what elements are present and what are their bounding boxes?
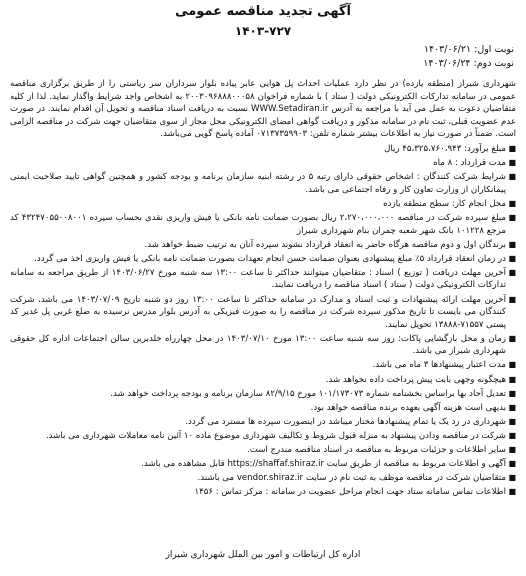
bullet-icon: ■ bbox=[508, 360, 516, 370]
bullet-icon: ■ bbox=[508, 294, 516, 304]
list-item: ■ زمان و محل بازگشایی پاکات: روز سه شنبه ساعت ۱۳:۰۰ مورخ ۱۴۰۳/۰۷/۱۰ در محل چهارراه خلدبرین سالن اجتماعات اداره کل حقوقی شهرداری شیراز می باشد. bbox=[10, 333, 516, 357]
list-item: ■ برندگان اول و دوم مناقصه هرگاه حاضر به انعقاد قرارداد نشوند سپرده آنان به ترتیب ضبط خواهد شد. bbox=[144, 239, 516, 250]
list-item: ■ سایر اطلاعات و جزئیات مربوط به مناقصه در اسناد مناقصه مندرج است. bbox=[247, 445, 516, 456]
list-item: ■ اطلاعات تماس سامانه ستاد جهت انجام مراحل عضویت در سامانه : مرکز تماس : ۱۴۵۶ bbox=[194, 487, 516, 498]
list-item: ■ آخرین مهلت ارائه پیشنهادات و ثبت اسناد و مدارک در سامانه حداکثر تا ساعت ۱۳:۰۰ روز دو شنبه تاریخ ۱۴۰۳/۰۷/۰۹ می باشد، شرکت کنندگان می بایست تا تاریخ مذکور سپرده شرکت در مناقصه را به صورت فیزیکی به آدرس بلوار مدرس نرسیده به ضلع غربی پل غدیر کد پستی ۷۱۵۵۷-۱۳۸۸۸ تحویل نمایند. bbox=[10, 294, 516, 330]
bullet-icon: ■ bbox=[508, 445, 516, 455]
list-item: ■ مدت اعتبار پیشنهادها ۳ ماه می باشد. bbox=[372, 360, 516, 371]
list-item: ■ مدت قرارداد : ۸ ماه bbox=[433, 158, 516, 169]
list-item: ■ متقاضیان شرکت در مناقصه موظف به ثبت نام در سایت vendor.shiraz.ir می باشند. bbox=[197, 473, 516, 484]
notice-body bbox=[10, 78, 516, 500]
list-item: ■ مبلغ برآورد: ۴۵،۳۲۵،۷۶۰،۹۴۳ ریال bbox=[384, 143, 516, 154]
bullet-icon: ■ bbox=[508, 267, 516, 277]
bullet-icon: ■ bbox=[508, 143, 516, 153]
list-item: ■ شرکت در مناقصه ودادن پیشنهاد به منزله قبول شروط و تکالیف شهرداری موضوع ماده ۱۰ آئین نامه معاملات شهرداری می باشد. bbox=[45, 430, 516, 441]
bullet-icon: ■ bbox=[508, 239, 516, 249]
list-item: ■ شرایط شرکت کنندگان : اشخاص حقوقی دارای رتبه ۵ در رشته ابنیه سازمان برنامه و بودجه کشور و همچنین گواهی تایید صلاحیت ایمنی پیمانکاران از وزارت تعاون کار و رفاه اجتماعی می باشد. bbox=[10, 172, 516, 195]
bullet-icon: ■ bbox=[508, 459, 516, 469]
first-notice-date: نوبت اول: ۱۴۰۳/۰۶/۲۱ bbox=[423, 44, 514, 55]
list-item: ■ تعدیل آحاد بها براساس بخشنامه شماره ۱۰۱/۱۷۳۰۷۳ مورخ ۸۲/۹/۱۵ سازمان برنامه و بودجه پرداخت خواهد شد. bbox=[110, 388, 516, 399]
bullet-icon: ■ bbox=[508, 158, 516, 168]
list-item: ■ محل انجام کار: سطح منطقه یازده bbox=[383, 198, 516, 209]
list-item: ■ آگهی و اطلاعات مربوط به مناقصه از طریق سایت https://shaffaf.shiraz.ir قابل مشاهده می باشد. bbox=[141, 459, 516, 470]
footer-signature bbox=[0, 549, 526, 561]
bullet-icon: ■ bbox=[508, 253, 516, 263]
list-item: ■ مبلغ سپرده شرکت در مناقصه ۲،۲۷۰،۰۰۰،۰۰۰ ریال بصورت ضمانت نامه بانکی یا فیش واریزی نقدی بحساب سپرده ۴۳۲۴۷۰۵۵۰۰۸۰۰۱ کد مرجع ۱۰۱۲۲۸ بانک شهر شعبه چمران بنام شهرداری شیراز bbox=[10, 212, 516, 236]
bullet-icon: ■ bbox=[508, 402, 516, 412]
bullet-icon: ■ bbox=[508, 198, 516, 208]
bullet-icon: ■ bbox=[508, 473, 516, 483]
notice-number: ۱۴۰۳-۷۲۷ bbox=[234, 24, 292, 38]
second-notice-date: نوبت دوم: ۱۴۰۳/۰۶/۲۴ bbox=[423, 58, 514, 69]
bullet-icon: ■ bbox=[508, 333, 516, 343]
list-item: ■ هیچگونه وجهی بابت پیش پرداخت داده نخواهد شد. bbox=[325, 374, 516, 385]
bullet-icon: ■ bbox=[508, 487, 516, 497]
bullet-icon: ■ bbox=[508, 388, 516, 398]
bullet-icon: ■ bbox=[508, 212, 516, 222]
list-item: ■ بدیهی است هزینه آگهی بعهده برنده مناقصه خواهد بود. bbox=[310, 402, 516, 413]
list-item: ■ در زمان انعقاد قرارداد ۵٪ مبلغ پیشنهادی بعنوان ضمانت حسن انجام تعهدات بصورت ضمانت نامه بانکی یا فیش واریزی اخذ می گردد. bbox=[34, 253, 516, 264]
page-title: آگهی تجدید مناقصه عمومی bbox=[175, 4, 351, 19]
conditions-list bbox=[10, 143, 516, 499]
list-item: ■ آخرین مهلت دریافت ( توزیع ) اسناد : متقاضیان میتوانند حداکثر تا ساعت ۱۳:۰۰ سه شنبه مورخ ۱۴۰۳/۰۶/۲۷ از طریق مراجعه به سامانه تدارکات الکترونیکی دولت ( ستاد ) اسناد مناقصه را دریافت نمایند. bbox=[10, 267, 516, 291]
bullet-icon: ■ bbox=[508, 374, 516, 384]
bullet-icon: ■ bbox=[508, 172, 516, 182]
bullet-icon: ■ bbox=[508, 416, 516, 426]
list-item: ■ شهرداری در رد یک یا تمام پیشنهادها مختار میباشد در اینصورت سپرده ها مسترد می گردد. bbox=[185, 416, 516, 427]
footer-line: اداره کل ارتباطات و امور بین الملل شهرداری شیراز bbox=[165, 550, 361, 560]
intro-paragraph: شهرداری شیراز (منطقه یازده) در نظر دارد عملیات احداث پل هوایی عابر پیاده بلوار سرداران سر ریاستی را از طریق برگزاری مناقصه عمومی در سامانه تدارکات الکترونیکی دولت ( ستاد ) با شماره فراخوان ۲۰۰۳۰۹۶۸۸۸۰۰۰۵۸ به اشخاص واجد شرایط واگذار نماید. لذا از کلیه متقاضیان دعوت به عمل می آید با مراجعه به آدرس WWW.Setadiran.ir نسبت به دریافت اسناد مناقصه و تحویل آن اقدام نمایند. در صورت عدم عضویت قبلی، ثبت نام در سامانه مذکور و دریافت گواهی امضای الکترونیکی محل مجاز از سوی متقاضیان جهت شرکت در مناقصه الزامی است. ضمناً در صورت نیاز به اطلاعات بیشتر شماره تلفن: ۰۷۱۳۷۳۵۹۹۰۳ آماده پاسخ گویی می‌باشد. bbox=[10, 79, 517, 140]
bullet-icon: ■ bbox=[508, 430, 516, 440]
